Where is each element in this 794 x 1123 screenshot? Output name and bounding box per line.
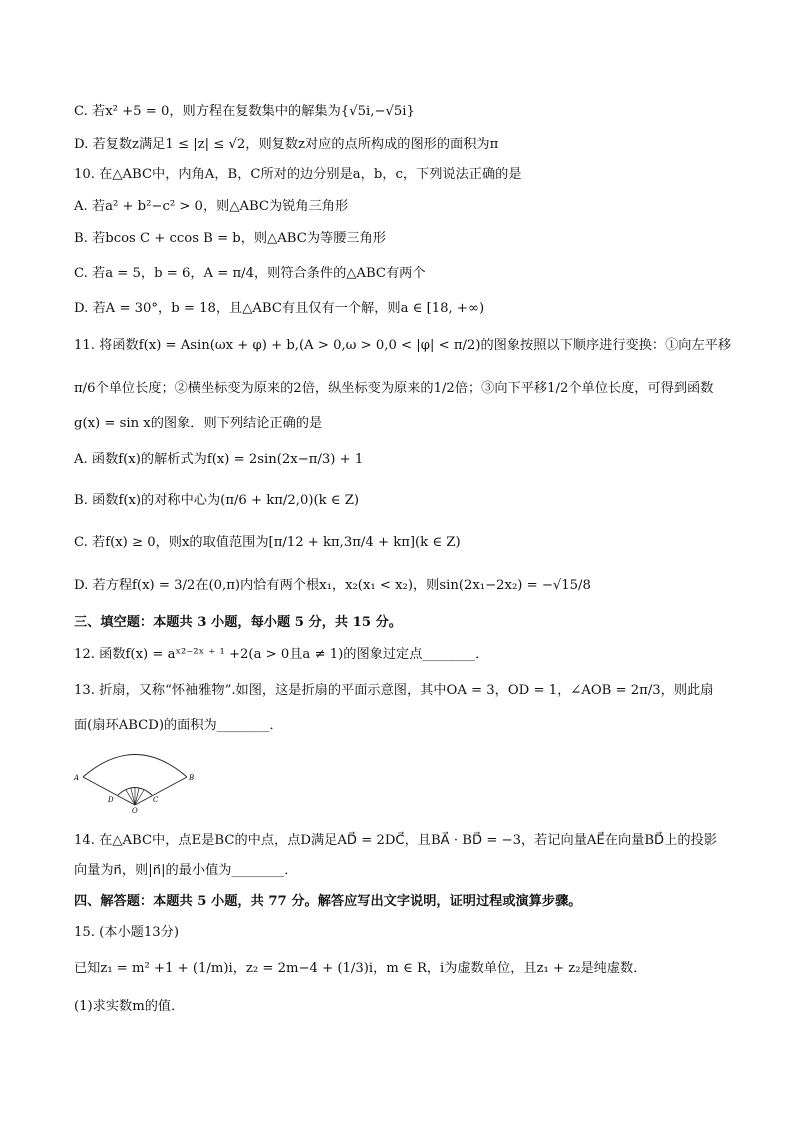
fan-diagram: [70, 752, 200, 814]
option-11c: C. 若f(x) ≥ 0，则x的取值范围为[π/12 + kπ,3π/4 + kπ](k ∈ Z): [74, 535, 461, 550]
fan-rib: [131, 789, 135, 806]
option-10d: D. 若A = 30°，b = 18，且△ABC有且仅有一个解，则a ∈ [18, +∞): [74, 301, 485, 316]
question-11-stem-line2: π/6个单位长度；②横坐标变为原来的2倍，纵坐标变为原来的1/2倍；③向下平移1/2个单位长度，可得到函数: [74, 381, 714, 396]
question-15-stem: 已知z₁ = m² +1 + (1/m)i，z₂ = 2m−4 + (1/3)i，m ∈ R，i为虚数单位，且z₁ + z₂是纯虚数．: [74, 961, 647, 976]
question-15-header: 15. (本小题13分): [74, 925, 179, 940]
option-9c: C. 若x² +5 = 0，则方程在复数集中的解集为{√5i,−√5i}: [74, 104, 415, 119]
option-10c: C. 若a = 5，b = 6，A = π/4，则符合条件的△ABC有两个: [74, 266, 426, 281]
section-4-heading: 四、解答题：本题共 5 小题，共 77 分。解答应写出文字说明，证明过程或演算步骤。: [74, 894, 582, 909]
option-11a: A. 函数f(x)的解析式为f(x) = 2sin(2x−π/3) + 1: [74, 452, 364, 467]
option-10b: B. 若bcos C + ccos B = b，则△ABC为等腰三角形: [74, 231, 386, 246]
fan-label-c: C: [153, 796, 159, 804]
question-14-line2: 向量为n⃗，则|n⃗|的最小值为________．: [74, 863, 298, 878]
fan-edge-ob: [135, 777, 187, 805]
question-14-line1: 14. 在△ABC中，点E是BC的中点，点D满足AD⃗ = 2DC⃗，且BA⃗ · BD⃗ = −3，若记向量AE⃗在向量BD⃗上的投影: [74, 833, 717, 848]
question-11-stem-line3: g(x) = sin x的图象．则下列结论正确的是: [74, 416, 323, 431]
fan-label-o: O: [132, 807, 138, 814]
fan-outer-arc: [83, 755, 187, 778]
section-3-heading: 三、填空题：本题共 3 小题，每小题 5 分，共 15 分。: [74, 615, 402, 630]
question-15-part1: (1)求实数m的值．: [74, 999, 185, 1014]
folding-fan-figure: [70, 752, 200, 814]
fan-rib: [135, 789, 139, 806]
question-11-stem-line1: 11. 将函数f(x) = Asin(ωx + φ) + b,(A > 0,ω > 0,0 < |φ| < π/2)的图象按照以下顺序进行变换：①向左平移: [74, 338, 732, 353]
fan-label-b: B: [189, 774, 195, 782]
fan-label-a: A: [74, 774, 80, 782]
question-13-line2: 面(扇环ABCD)的面积为________．: [74, 718, 283, 733]
question-13-line1: 13. 折扇，又称“怀袖雅物”.如图，这是折扇的平面示意图，其中OA = 3，OD = 1，∠AOB = 2π/3，则此扇: [74, 683, 714, 698]
option-10a: A. 若a² + b²−c² > 0，则△ABC为锐角三角形: [74, 199, 349, 214]
option-11b: B. 函数f(x)的对称中心为(π/6 + kπ/2,0)(k ∈ Z): [74, 493, 360, 508]
fan-label-d: D: [108, 796, 114, 804]
question-10-stem: 10. 在△ABC中，内角A，B，C所对的边分别是a，b，c，下列说法正确的是: [74, 167, 522, 182]
option-9d: D. 若复数z满足1 ≤ |z| ≤ √2，则复数z对应的点所构成的图形的面积为π: [74, 137, 499, 152]
option-11d: D. 若方程f(x) = 3/2在(0,π)内恰有两个根x₁，x₂(x₁ < x₂)，则sin(2x₁−2x₂) = −√15/8: [74, 578, 591, 593]
question-12: 12. 函数f(x) = aˣ²⁻²ˣ ⁺ ¹ +2(a > 0且a ≠ 1)的图象过定点________．: [74, 647, 489, 662]
